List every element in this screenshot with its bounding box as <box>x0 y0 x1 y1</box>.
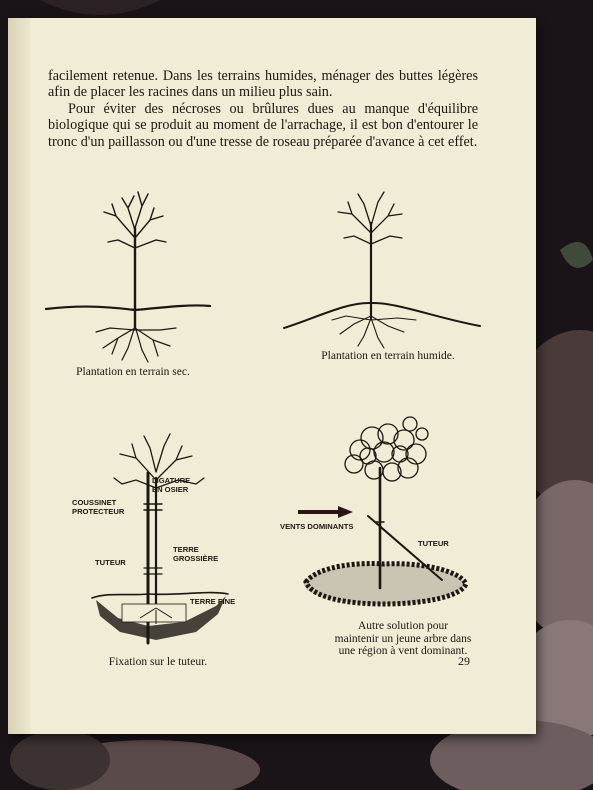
label-tuteur: TUTEUR <box>95 558 126 567</box>
label-ligature-line1: LIGATURE <box>152 476 191 485</box>
caption-stake: Fixation sur le tuteur. <box>108 656 208 668</box>
label-coussinet <box>72 499 124 516</box>
label-ligature <box>152 477 190 494</box>
wind-arrow-icon <box>298 506 353 518</box>
paragraph-1: facilement retenue. Dans les terrains humides, ménager des buttes légères afin de placer les racines dans un milieu plus sain. <box>48 68 478 101</box>
caption-wind <box>313 620 493 658</box>
page-number: 29 <box>458 654 470 668</box>
caption-humid-terrain: Plantation en terrain humide. <box>321 350 455 362</box>
caption-wind-line2: maintenir un jeune arbre dans <box>334 632 472 645</box>
label-terre-line2: GROSSIÈRE <box>173 553 219 563</box>
body-text <box>48 68 478 150</box>
tree-humid-terrain-illustration <box>276 178 486 358</box>
label-tuteur-wind: TUTEUR <box>418 539 449 548</box>
caption-dry-terrain: Plantation en terrain sec. <box>76 366 190 378</box>
label-coussinet-line2: PROTECTEUR <box>72 506 125 516</box>
page-gutter <box>8 18 30 734</box>
label-terre-fine: TERRE FINE <box>190 597 236 606</box>
caption-wind-line3: une région à vent dominant. <box>338 645 468 657</box>
tree-wind-illustration <box>288 398 488 608</box>
label-coussinet-line1: COUSSINET <box>72 498 117 507</box>
label-terre-line1: TERRE <box>173 545 199 554</box>
label-terre-grossiere <box>173 546 218 563</box>
caption-wind-line1: Autre solution pour <box>357 620 449 632</box>
label-ligature-line2: EN OSIER <box>152 484 189 494</box>
tree-stake-illustration <box>78 418 238 648</box>
book-page <box>8 18 536 734</box>
tree-dry-terrain-illustration <box>38 178 218 368</box>
paragraph-2: Pour éviter des nécroses ou brûlures dues au manque d'équilibre biologique qui se produit au moment de l'arrachage, il est bon d'entourer le tronc d'un paillasson ou d'une tresse de roseau préparée d'avance à cet effet. <box>48 100 478 150</box>
label-vents-dominants: VENTS DOMINANTS <box>280 522 354 531</box>
